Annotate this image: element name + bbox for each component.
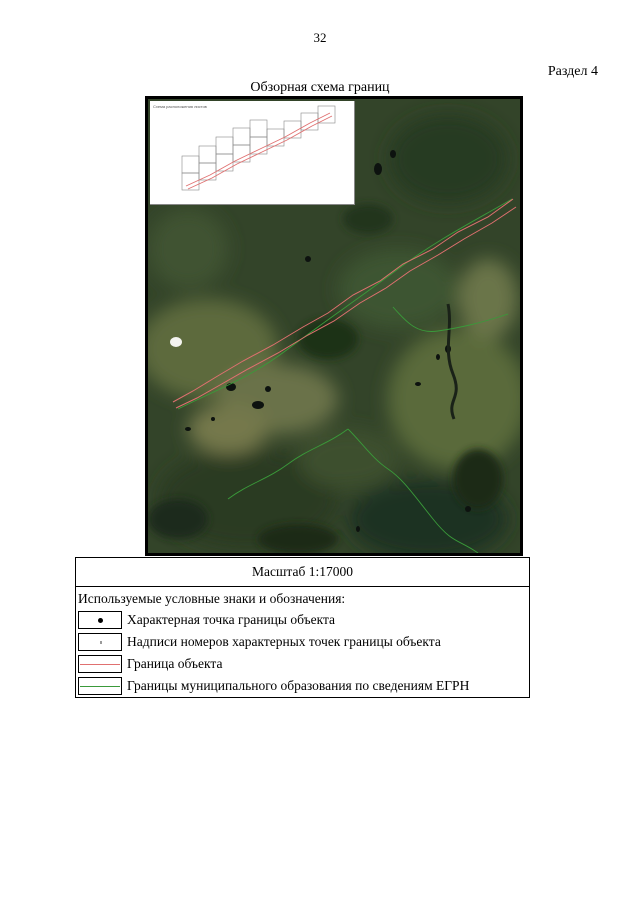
point-label-icon [78, 633, 122, 651]
cloud-spot [170, 337, 182, 347]
page-number: 32 [313, 30, 327, 45]
map-title: Обзорная схема границ [250, 80, 390, 95]
legend-item-point-labels [76, 631, 529, 653]
legend-item-label: Характерная точка границы объекта [127, 612, 336, 627]
legend-item-point [76, 609, 529, 631]
legend-item-label: Границы муниципального образования по сведениям ЕГРН [127, 678, 470, 693]
red-line-icon [78, 655, 122, 673]
legend-item-label: Граница объекта [127, 656, 223, 671]
legend-item-municipal-boundary [76, 675, 529, 697]
scale-label: Масштаб 1:17000 [76, 558, 529, 587]
green-line-icon [78, 677, 122, 695]
map-legend [75, 557, 530, 698]
inset-object-outline [186, 113, 332, 189]
legend-header: Используемые условные знаки и обозначения: [78, 591, 346, 606]
sheet-layout-inset [150, 101, 355, 205]
legend-item-object-boundary [76, 653, 529, 675]
inset-title: Схема расположения листов [153, 104, 207, 109]
section-label: Раздел 4 [547, 64, 598, 79]
overview-map[interactable] [145, 96, 523, 556]
point-dot-icon [78, 611, 122, 629]
legend-item-label: Надписи номеров характерных точек границы объекта [127, 634, 441, 649]
sheet-layout-diagram [150, 101, 354, 204]
